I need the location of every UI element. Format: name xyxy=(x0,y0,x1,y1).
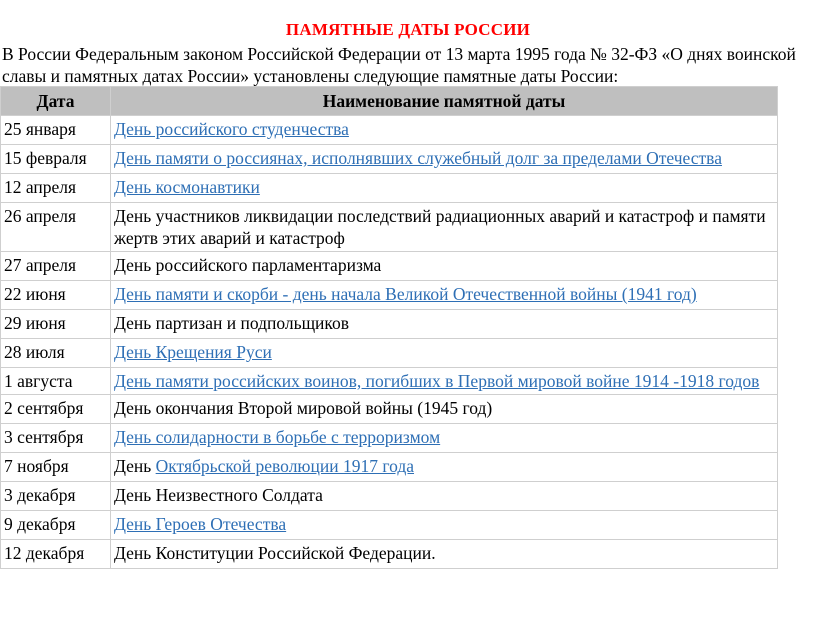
date-link[interactable]: День российского студенчества xyxy=(114,119,349,139)
row-date: 12 апреля xyxy=(1,174,111,203)
table-row xyxy=(1,203,778,252)
row-name xyxy=(111,339,778,368)
table-row xyxy=(1,174,778,203)
row-name xyxy=(111,174,778,203)
date-link[interactable]: День Крещения Руси xyxy=(114,342,272,362)
intro-paragraph: В России Федеральным законом Российской Федерации от 13 марта 1995 года № 32-ФЗ «О днях воинской славы и памятных датах России» установлены следующие памятные даты России: xyxy=(2,44,796,86)
row-name xyxy=(111,424,778,453)
row-date: 9 декабря xyxy=(1,511,111,540)
row-name: День Неизвестного Солдата xyxy=(111,482,778,511)
date-link[interactable]: День памяти о россиянах, исполнявших служебный долг за пределами Отечества xyxy=(114,148,722,168)
row-date: 12 декабря xyxy=(1,540,111,569)
row-name: День окончания Второй мировой войны (1945 год) xyxy=(111,395,778,424)
header-date: Дата xyxy=(1,87,111,116)
row-name xyxy=(111,281,778,310)
date-link[interactable]: День памяти и скорби - день начала Великой Отечественной войны (1941 год) xyxy=(114,284,697,304)
row-date: 22 июня xyxy=(1,281,111,310)
table-row xyxy=(1,424,778,453)
table-row xyxy=(1,252,778,281)
date-link[interactable]: День Героев Отечества xyxy=(114,514,287,534)
row-date: 1 августа xyxy=(1,368,111,395)
row-name: День Конституции Российской Федерации. xyxy=(111,540,778,569)
row-name xyxy=(111,145,778,174)
table-row xyxy=(1,482,778,511)
row-date: 28 июля xyxy=(1,339,111,368)
table-row xyxy=(1,339,778,368)
row-date: 26 апреля xyxy=(1,203,111,252)
table-row xyxy=(1,395,778,424)
row-name: День участников ликвидации последствий радиационных аварий и катастроф и памяти жертв этих аварий и катастроф xyxy=(111,203,778,252)
memorial-dates-table xyxy=(0,86,778,569)
page-title: ПАМЯТНЫЕ ДАТЫ РОССИИ xyxy=(285,20,531,39)
date-link[interactable]: День памяти российских воинов, погибших в Первой мировой войне 1914 -1918 годов xyxy=(114,371,760,391)
row-name xyxy=(111,368,778,395)
row-date: 3 декабря xyxy=(1,482,111,511)
table-row xyxy=(1,540,778,569)
row-name xyxy=(111,453,778,482)
row-date: 3 сентября xyxy=(1,424,111,453)
row-date: 2 сентября xyxy=(1,395,111,424)
table-row xyxy=(1,281,778,310)
table-row xyxy=(1,511,778,540)
date-link[interactable]: День солидарности в борьбе с терроризмом xyxy=(114,427,441,447)
row-date: 7 ноября xyxy=(1,453,111,482)
table-header-row xyxy=(1,87,778,116)
table-row xyxy=(1,116,778,145)
row-name xyxy=(111,116,778,145)
table-row xyxy=(1,453,778,482)
row-date: 27 апреля xyxy=(1,252,111,281)
row-date: 25 января xyxy=(1,116,111,145)
table-row xyxy=(1,368,778,395)
date-link[interactable]: День космонавтики xyxy=(114,177,260,197)
header-name: Наименование памятной даты xyxy=(111,87,778,116)
table-row xyxy=(1,310,778,339)
row-date: 15 февраля xyxy=(1,145,111,174)
table-row xyxy=(1,145,778,174)
row-name-prefix: День xyxy=(114,456,156,476)
row-name: День партизан и подпольщиков xyxy=(111,310,778,339)
date-link[interactable]: Октябрьской революции 1917 года xyxy=(155,456,415,476)
row-name: День российского парламентаризма xyxy=(111,252,778,281)
row-name xyxy=(111,511,778,540)
row-date: 29 июня xyxy=(1,310,111,339)
